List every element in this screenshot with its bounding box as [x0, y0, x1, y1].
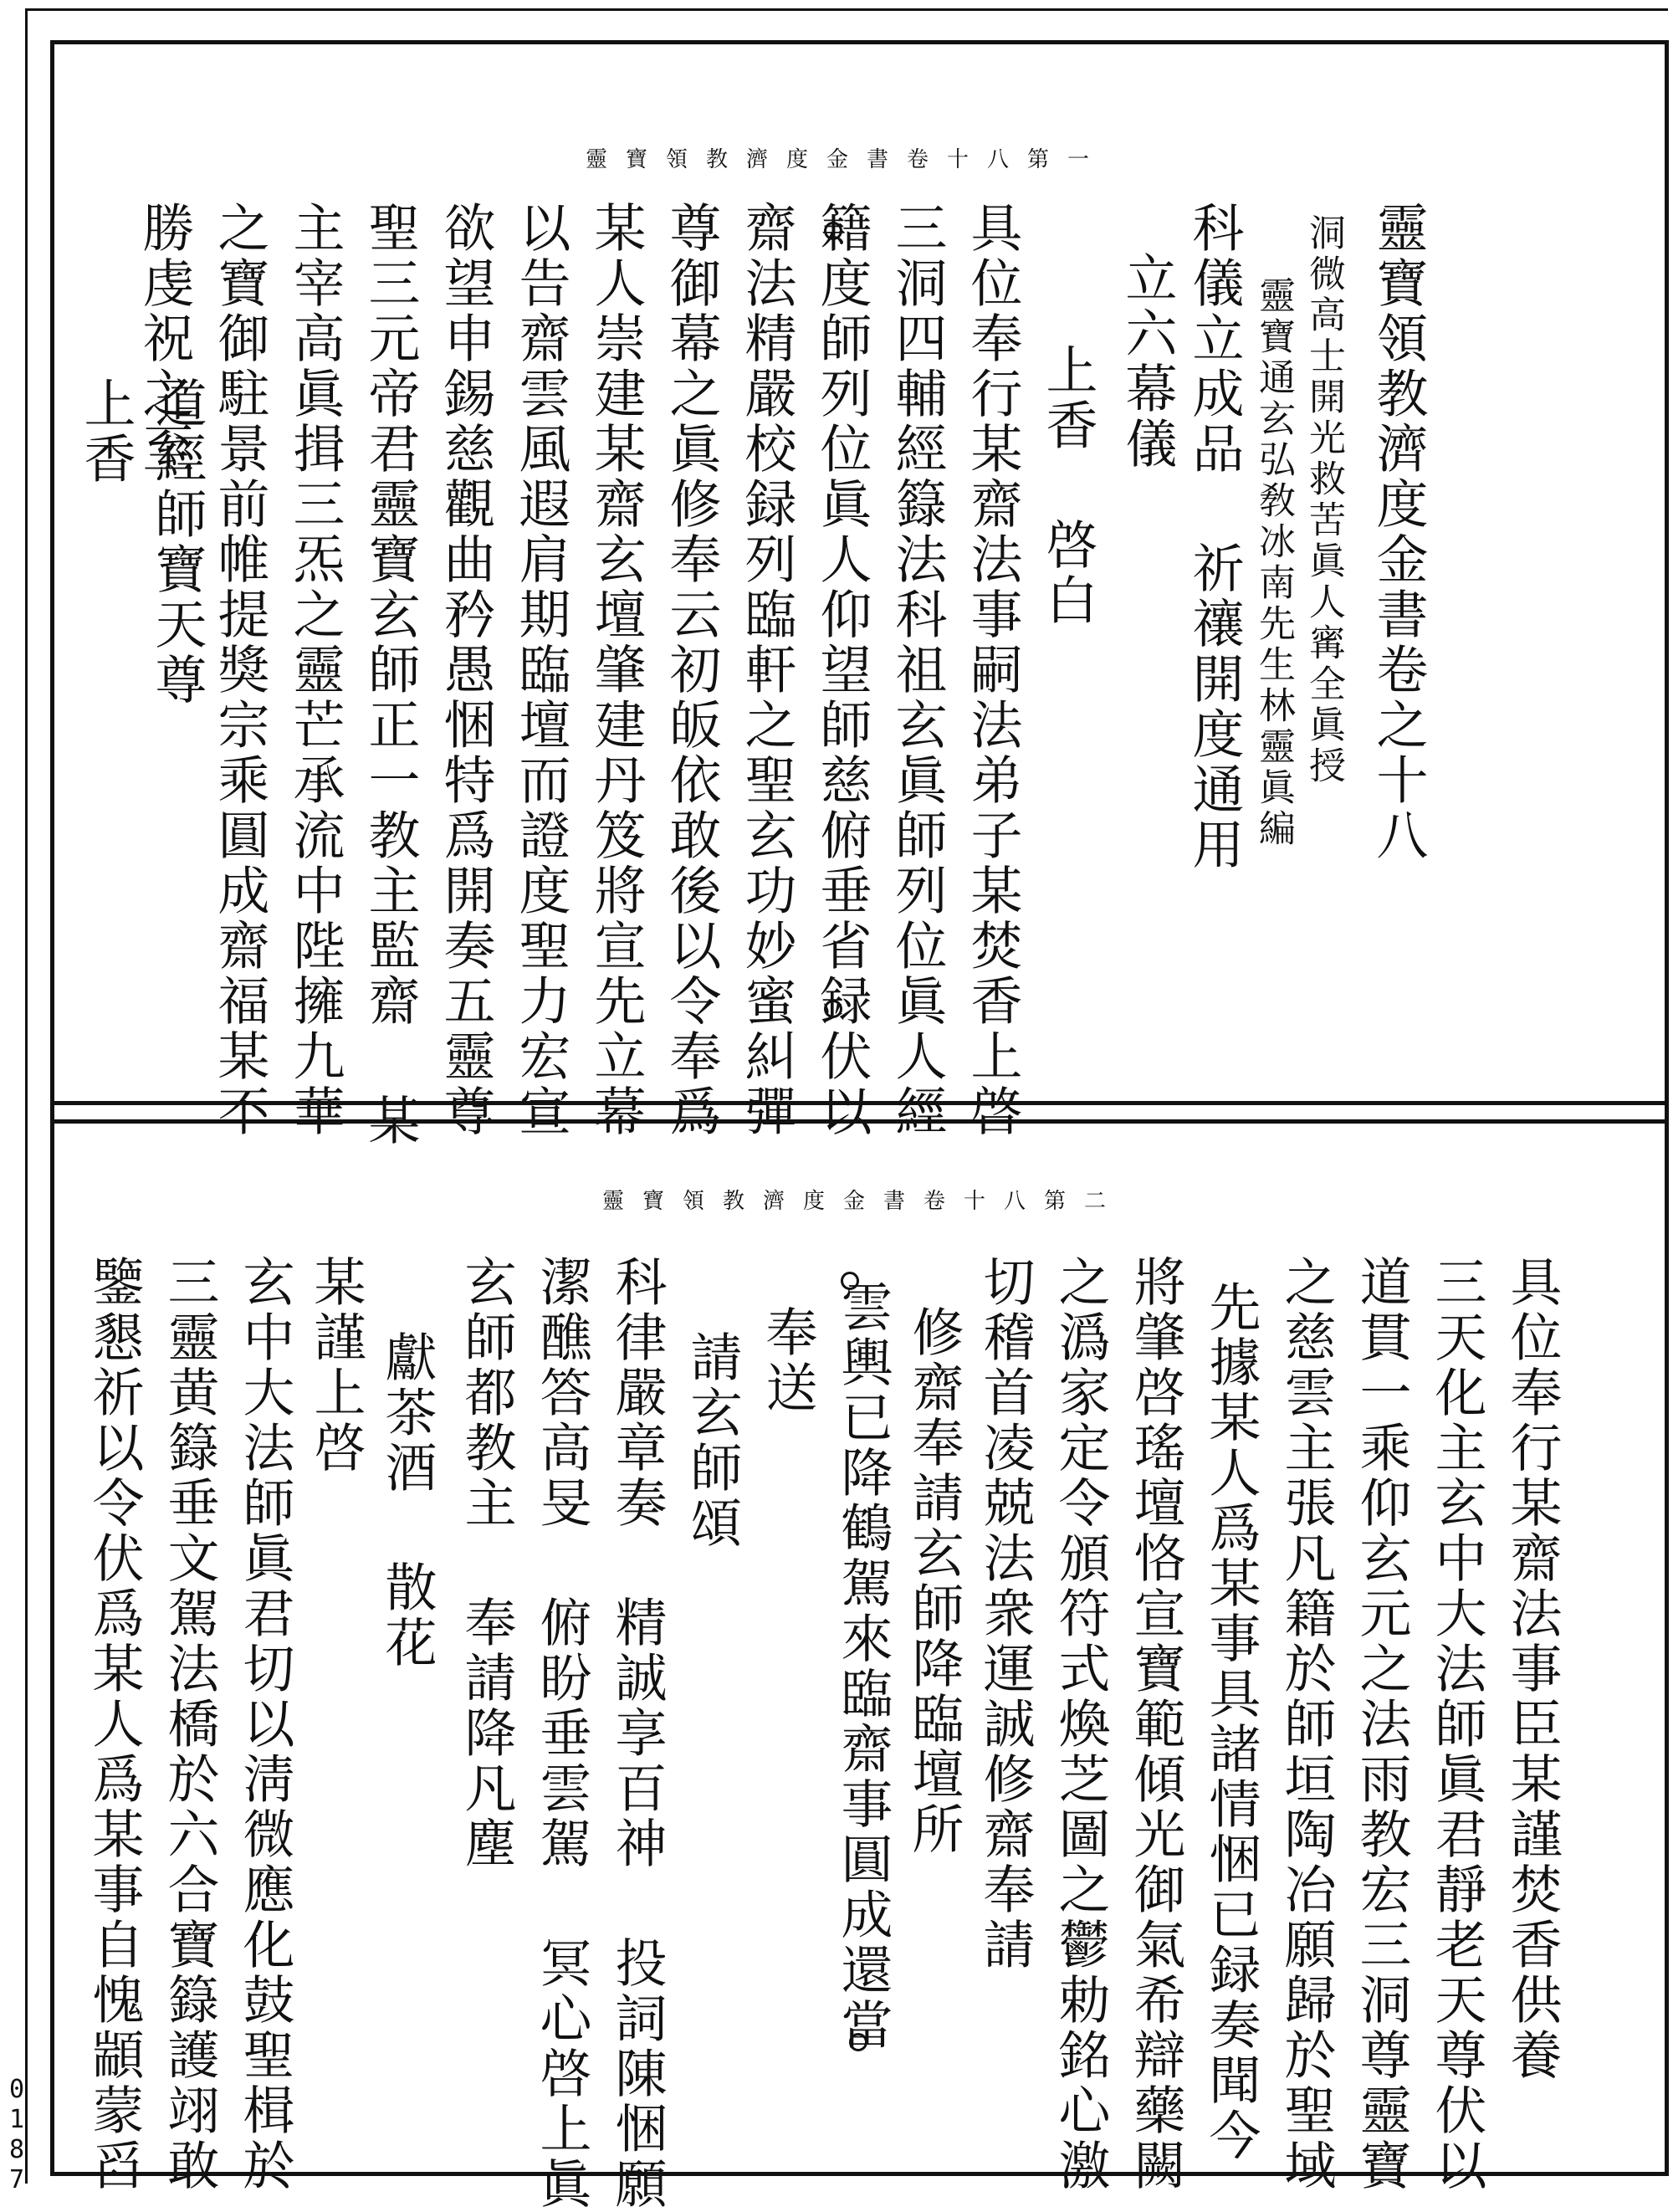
punctuation-circle — [849, 2033, 867, 2051]
text-column: 籍度師列位眞人仰望師慈俯垂省録伏以 — [811, 201, 872, 1139]
instruction-line: 上香 — [75, 376, 136, 487]
text-column: 三天化主玄中大法師眞君靜老天尊伏以 — [1426, 1255, 1487, 2194]
section-title: 科儀立成品 祈禳開度通用 — [1184, 201, 1245, 873]
volume-title: 靈寶領教濟度金書卷之十八 — [1368, 201, 1429, 863]
text-column: 道貫一乘仰玄元之法雨教宏三洞尊靈寶 — [1351, 1255, 1412, 2194]
instruction-line: 請玄師頌 — [682, 1330, 743, 1551]
text-column: 雲輿已降鶴駕來臨齋事圓成還當 — [832, 1280, 893, 2053]
author-line-1: 洞微高士開光救苦眞人寗全眞授 — [1302, 213, 1345, 787]
deity-name: 道經師寶天尊 — [146, 376, 207, 708]
instruction-line: 奉送 — [757, 1305, 818, 1416]
text-column: 聖三元帝君靈寶玄師正一教主監齋 某 — [360, 201, 421, 1149]
text-column: 之潙家定令頒符式煥芝圖之鬱勅銘心激 — [1050, 1255, 1111, 2194]
verse-column: 玄師都教主 奉請降凡塵 — [456, 1255, 517, 1871]
verse-column: 科律嚴章奏 精誠享百神 投詞陳悃願 — [606, 1255, 668, 2212]
ritual-title: 立六幕儀 — [1117, 251, 1178, 472]
text-column: 勝虔祝之至 — [134, 201, 195, 477]
text-column: 某人崇建某齋玄壇肇建丹笈將宣先立幕 — [586, 201, 647, 1139]
margin-page-number: 0 1 8 7 — [8, 2075, 25, 2194]
text-column: 某謹上啓 — [305, 1255, 366, 1476]
text-column: 先據某人爲某事具諸情悃已録奏聞今 — [1200, 1280, 1261, 2163]
text-column: 欲望申錫慈觀曲矜愚悃特爲開奏五靈尊 — [435, 201, 496, 1139]
text-column: 齋法精嚴校録列臨軒之聖玄功妙蜜糾彈 — [736, 201, 797, 1139]
text-column: 玄中大法師眞君切以淸微應化鼓聖楫於 — [234, 1255, 295, 2194]
instruction-line: 獻茶酒 散花 — [376, 1330, 437, 1671]
page-lower-header: 靈寶領教濟度金書卷十八第二 — [602, 1189, 1125, 1214]
text-column: 鑒懇祈以令伏爲某人爲某事自愧顓蒙舀 — [84, 1255, 145, 2194]
author-line-2: 靈寶通玄弘敎冰南先生林靈眞編 — [1252, 276, 1295, 850]
text-column: 修齋奉請玄師降臨壇所 — [903, 1305, 964, 1857]
page-upper-header: 靈寶領教濟度金書卷十八第一 — [586, 147, 1108, 172]
text-column: 具位奉行某齋法事嗣法弟子某焚香上啓 — [962, 201, 1023, 1139]
text-column: 以告齋雲風遐肩期臨壇而證度聖力宏宣 — [510, 201, 571, 1139]
verse-column: 潔醮答高旻 俯盼垂雲駕 冥心啓上眞 — [531, 1255, 592, 2212]
text-column: 尊御幕之眞修奉云初皈依敢後以令奉爲 — [661, 201, 722, 1139]
text-column: 具位奉行某齋法事臣某謹焚香供養 — [1502, 1255, 1563, 2083]
punctuation-circle — [824, 222, 842, 240]
text-column: 三靈黄籙垂文駕法橋於六合寶籙護翊敢 — [159, 1255, 220, 2194]
text-column: 之慈雲主張凡籍於師垣陶冶願歸於聖域 — [1276, 1255, 1337, 2194]
text-column: 之寶御駐景前帷提獎宗乘圓成齋福某不 — [209, 201, 270, 1139]
instruction-line: 上香 啓白 — [1037, 343, 1098, 628]
punctuation-circle — [824, 1000, 842, 1018]
text-column: 主宰高眞揖三炁之靈芒承流中陛擁九華 — [284, 201, 345, 1139]
punctuation-circle — [841, 1272, 859, 1290]
text-column: 切稽首凌兢法衆運誠修齋奉請 — [975, 1255, 1036, 1973]
text-column: 將肇啓瑤壇恪宣寶範傾光御氣希辯藥闕 — [1125, 1255, 1186, 2194]
text-column: 三洞四輔經籙法科祖玄眞師列位眞人經 — [887, 201, 948, 1139]
